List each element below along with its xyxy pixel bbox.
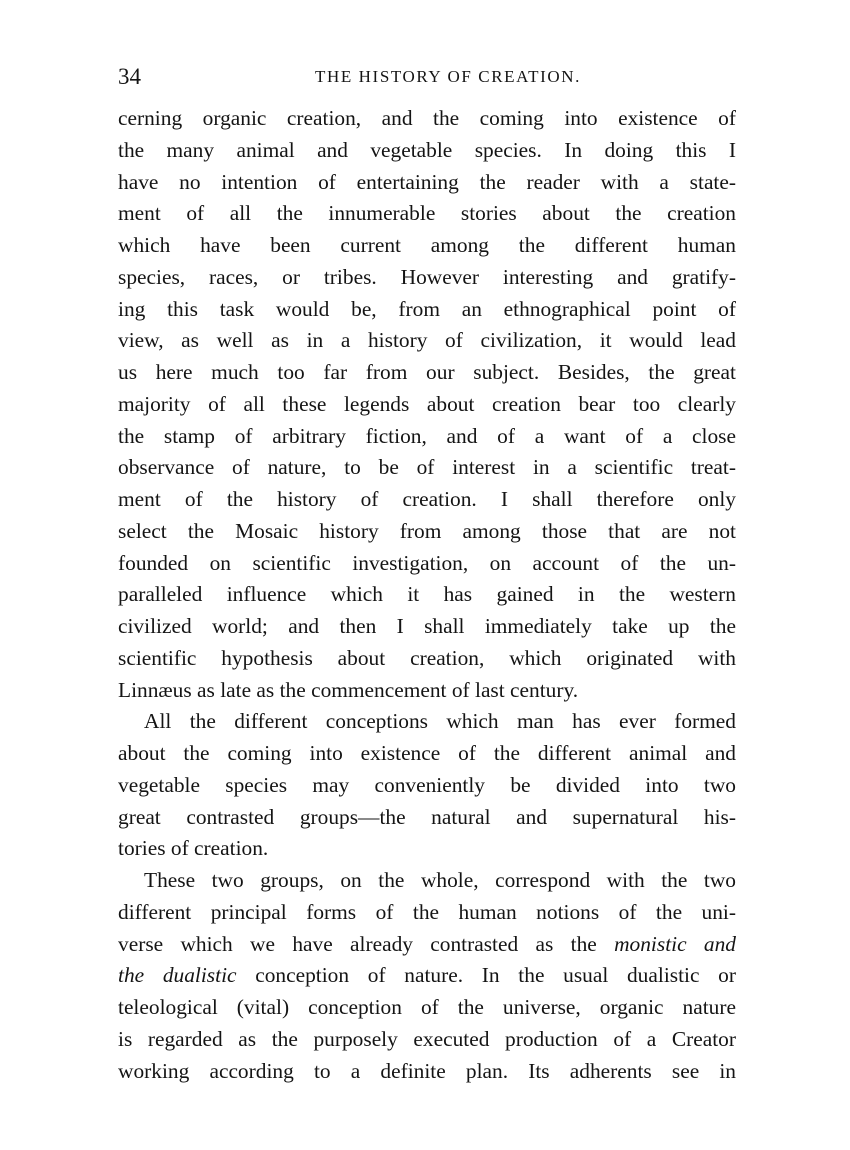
italic-term: the dualistic (118, 963, 237, 988)
text-line (118, 929, 736, 961)
page-header (118, 62, 738, 92)
text-line: teleological (vital) conception of the universe, organic nature (118, 995, 736, 1019)
text-line: us here much too far from our subject. Besides, the great (118, 360, 736, 384)
text-line: have no intention of entertaining the reader with a state- (118, 169, 736, 194)
text-line: ing this task would be, from an ethnographical point of (118, 296, 736, 321)
text-line: great contrasted groups—the natural and supernatural his- (118, 804, 736, 829)
text-segment: verse which we have already contrasted as the (118, 931, 615, 956)
text-line: species, races, or tribes. However interesting and gratify- (118, 264, 736, 289)
text-line: civilized world; and then I shall immediately take up the (118, 614, 736, 638)
text-line: ment of the history of creation. I shall therefore only (118, 487, 736, 511)
text-line: different principal forms of the human notions of the uni- (118, 899, 736, 924)
text-line: the many animal and vegetable species. In doing this I (118, 137, 736, 162)
text-line: vegetable species may conveniently be divided into two (118, 772, 736, 797)
text-line: majority of all these legends about creation bear too clearly (118, 391, 736, 416)
text-line: ment of all the innumerable stories about the creation (118, 201, 736, 226)
page-number: 34 (118, 64, 141, 89)
text-line (118, 960, 736, 992)
text-line: which have been current among the different human (118, 233, 736, 257)
text-line: Linnæus as late as the commencement of last century. (118, 677, 579, 702)
text-segment: conception of nature. In the usual dualistic or (236, 963, 736, 988)
text-line: select the Mosaic history from among those that are not (118, 518, 736, 543)
text-line: is regarded as the purposely executed production of a Creator (118, 1026, 736, 1051)
text-line: working according to a definite plan. Its adherents see in (118, 1058, 736, 1083)
body-text (118, 103, 736, 1087)
running-title: THE HISTORY OF CREATION. (314, 67, 582, 86)
text-line: cerning organic creation, and the coming into existence of (118, 106, 736, 130)
text-line: the stamp of arbitrary fiction, and of a want of a close (118, 423, 736, 448)
text-line: about the coming into existence of the different animal and (118, 741, 736, 765)
text-line: tories of creation. (118, 836, 269, 861)
italic-term: monistic and (614, 931, 736, 956)
text-line: These two groups, on the whole, correspond with the two (144, 868, 736, 892)
text-line: All the different conceptions which man has ever formed (144, 709, 736, 734)
text-line: view, as well as in a history of civilization, it would lead (118, 328, 736, 353)
text-line: scientific hypothesis about creation, which originated with (118, 645, 736, 670)
text-line: founded on scientific investigation, on account of the un- (118, 550, 736, 575)
text-line: paralleled influence which it has gained in the western (118, 582, 736, 607)
text-line: observance of nature, to be of interest in a scientific treat- (118, 455, 736, 480)
